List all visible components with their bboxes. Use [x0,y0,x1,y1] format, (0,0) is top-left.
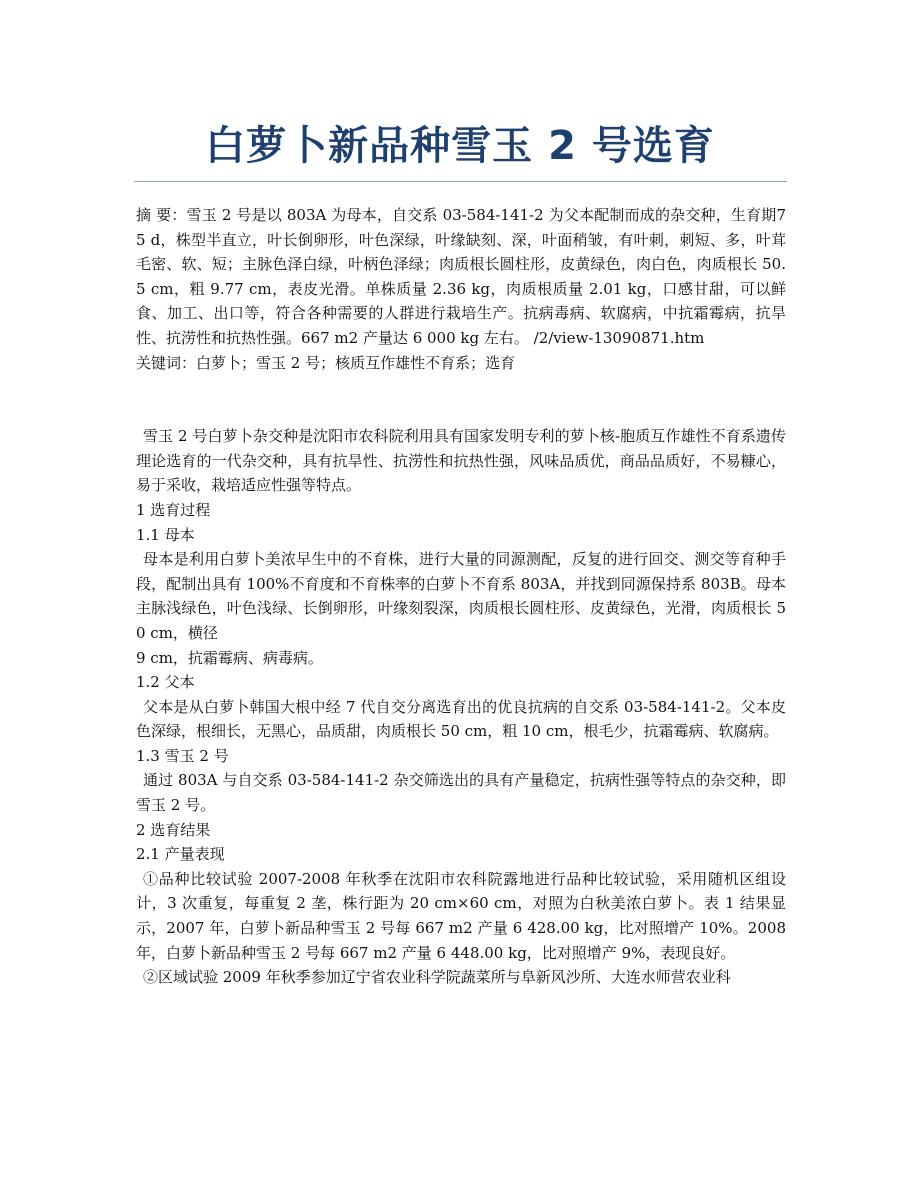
subsection-heading: 2.1 产量表现 [136,845,225,864]
title-divider [134,181,787,182]
page-title: 白萝卜新品种雪玉 2 号选育 [205,123,715,169]
body-paragraph: 母本是利用白萝卜美浓早生中的不育株，进行大量的同源测配，反复的进行回交、测交等育种手段，配制出具有 100%不育度和不育株率的白萝卜不育系 803A，并找到同源保持系 803B。母本主脉浅绿色，叶色浅绿、长倒卵形，叶缘刻裂深，肉质根长圆柱形、皮黄绿色，光滑，肉质根长 50 cm，横径 [136,550,786,642]
body-paragraph: ②区域试验 2009 年秋季参加辽宁省农业科学院蔬菜所与阜新风沙所、大连水师营农业科 [143,968,731,987]
keywords-line: 关键词：白萝卜；雪玉 2 号；核质互作雄性不育系；选育 [136,353,516,372]
section-gap [136,375,786,424]
body-paragraph: 9 cm，抗霜霉病、病毒病。 [136,648,323,667]
section-heading: 1 选育过程 [136,500,211,519]
abstract-paragraph: 摘 要：雪玉 2 号是以 803A 为母本，自交系 03-584-141-2 为父本配制而成的杂交种，生育期75 d，株型半直立，叶长倒卵形，叶色深绿，叶缘缺刻、深，叶面稍皱，有叶刺，刺短、多，叶茸毛密、软、短；主脉色泽白绿，叶柄色泽绿；肉质根长圆柱形，皮黄绿色，肉白色，肉质根长 50.5 cm，粗 9.77 cm，表皮光滑。单株质量 2.36 kg，肉质根质量 2.01 kg，口感甘甜，可以鲜食、加工、出口等，符合各种需要的人群进行栽培生产。抗病毒病、软腐病，中抗霜霉病，抗旱性、抗涝性和抗热性强。667 m2 产量达 6 000 kg 左右。 /2/view-13090871.htm [136,206,786,347]
body-paragraph: 父本是从白萝卜韩国大根中经 7 代自交分离选育出的优良抗病的自交系 03-584-141-2。父本皮色深绿，根细长，无黑心，品质甜，肉质根长 50 cm，粗 10 cm，根毛少，抗霜霉病、软腐病。 [136,697,786,741]
document-body [136,203,786,990]
section-heading: 2 选育结果 [136,820,211,839]
subsection-heading: 1.3 雪玉 2 号 [136,746,229,765]
intro-paragraph: 雪玉 2 号白萝卜杂交种是沈阳市农科院利用具有国家发明专利的萝卜核-胞质互作雄性不育系遗传理论选育的一代杂交种，具有抗旱性、抗涝性和抗热性强，风味品质优，商品品质好，不易糠心，易于采收，栽培适应性强等特点。 [136,427,786,495]
subsection-heading: 1.2 父本 [136,673,195,692]
body-paragraph: ①品种比较试验 2007-2008 年秋季在沈阳市农科院露地进行品种比较试验，采用随机区组设计，3 次重复，每重复 2 垄，株行距为 20 cm×60 cm，对照为白秋美浓白萝卜。表 1 结果显示，2007 年，白萝卜新品种雪玉 2 号每 667 m2 产量 6 428.00 kg，比对照增产 10%。2008 年，白萝卜新品种雪玉 2 号每 667 m2 产量 6 448.00 kg，比对照增产 9%，表现良好。 [136,869,786,962]
subsection-heading: 1.1 母本 [136,525,195,544]
body-paragraph: 通过 803A 与自交系 03-584-141-2 杂交筛选出的具有产量稳定，抗病性强等特点的杂交种，即雪玉 2 号。 [136,771,786,815]
